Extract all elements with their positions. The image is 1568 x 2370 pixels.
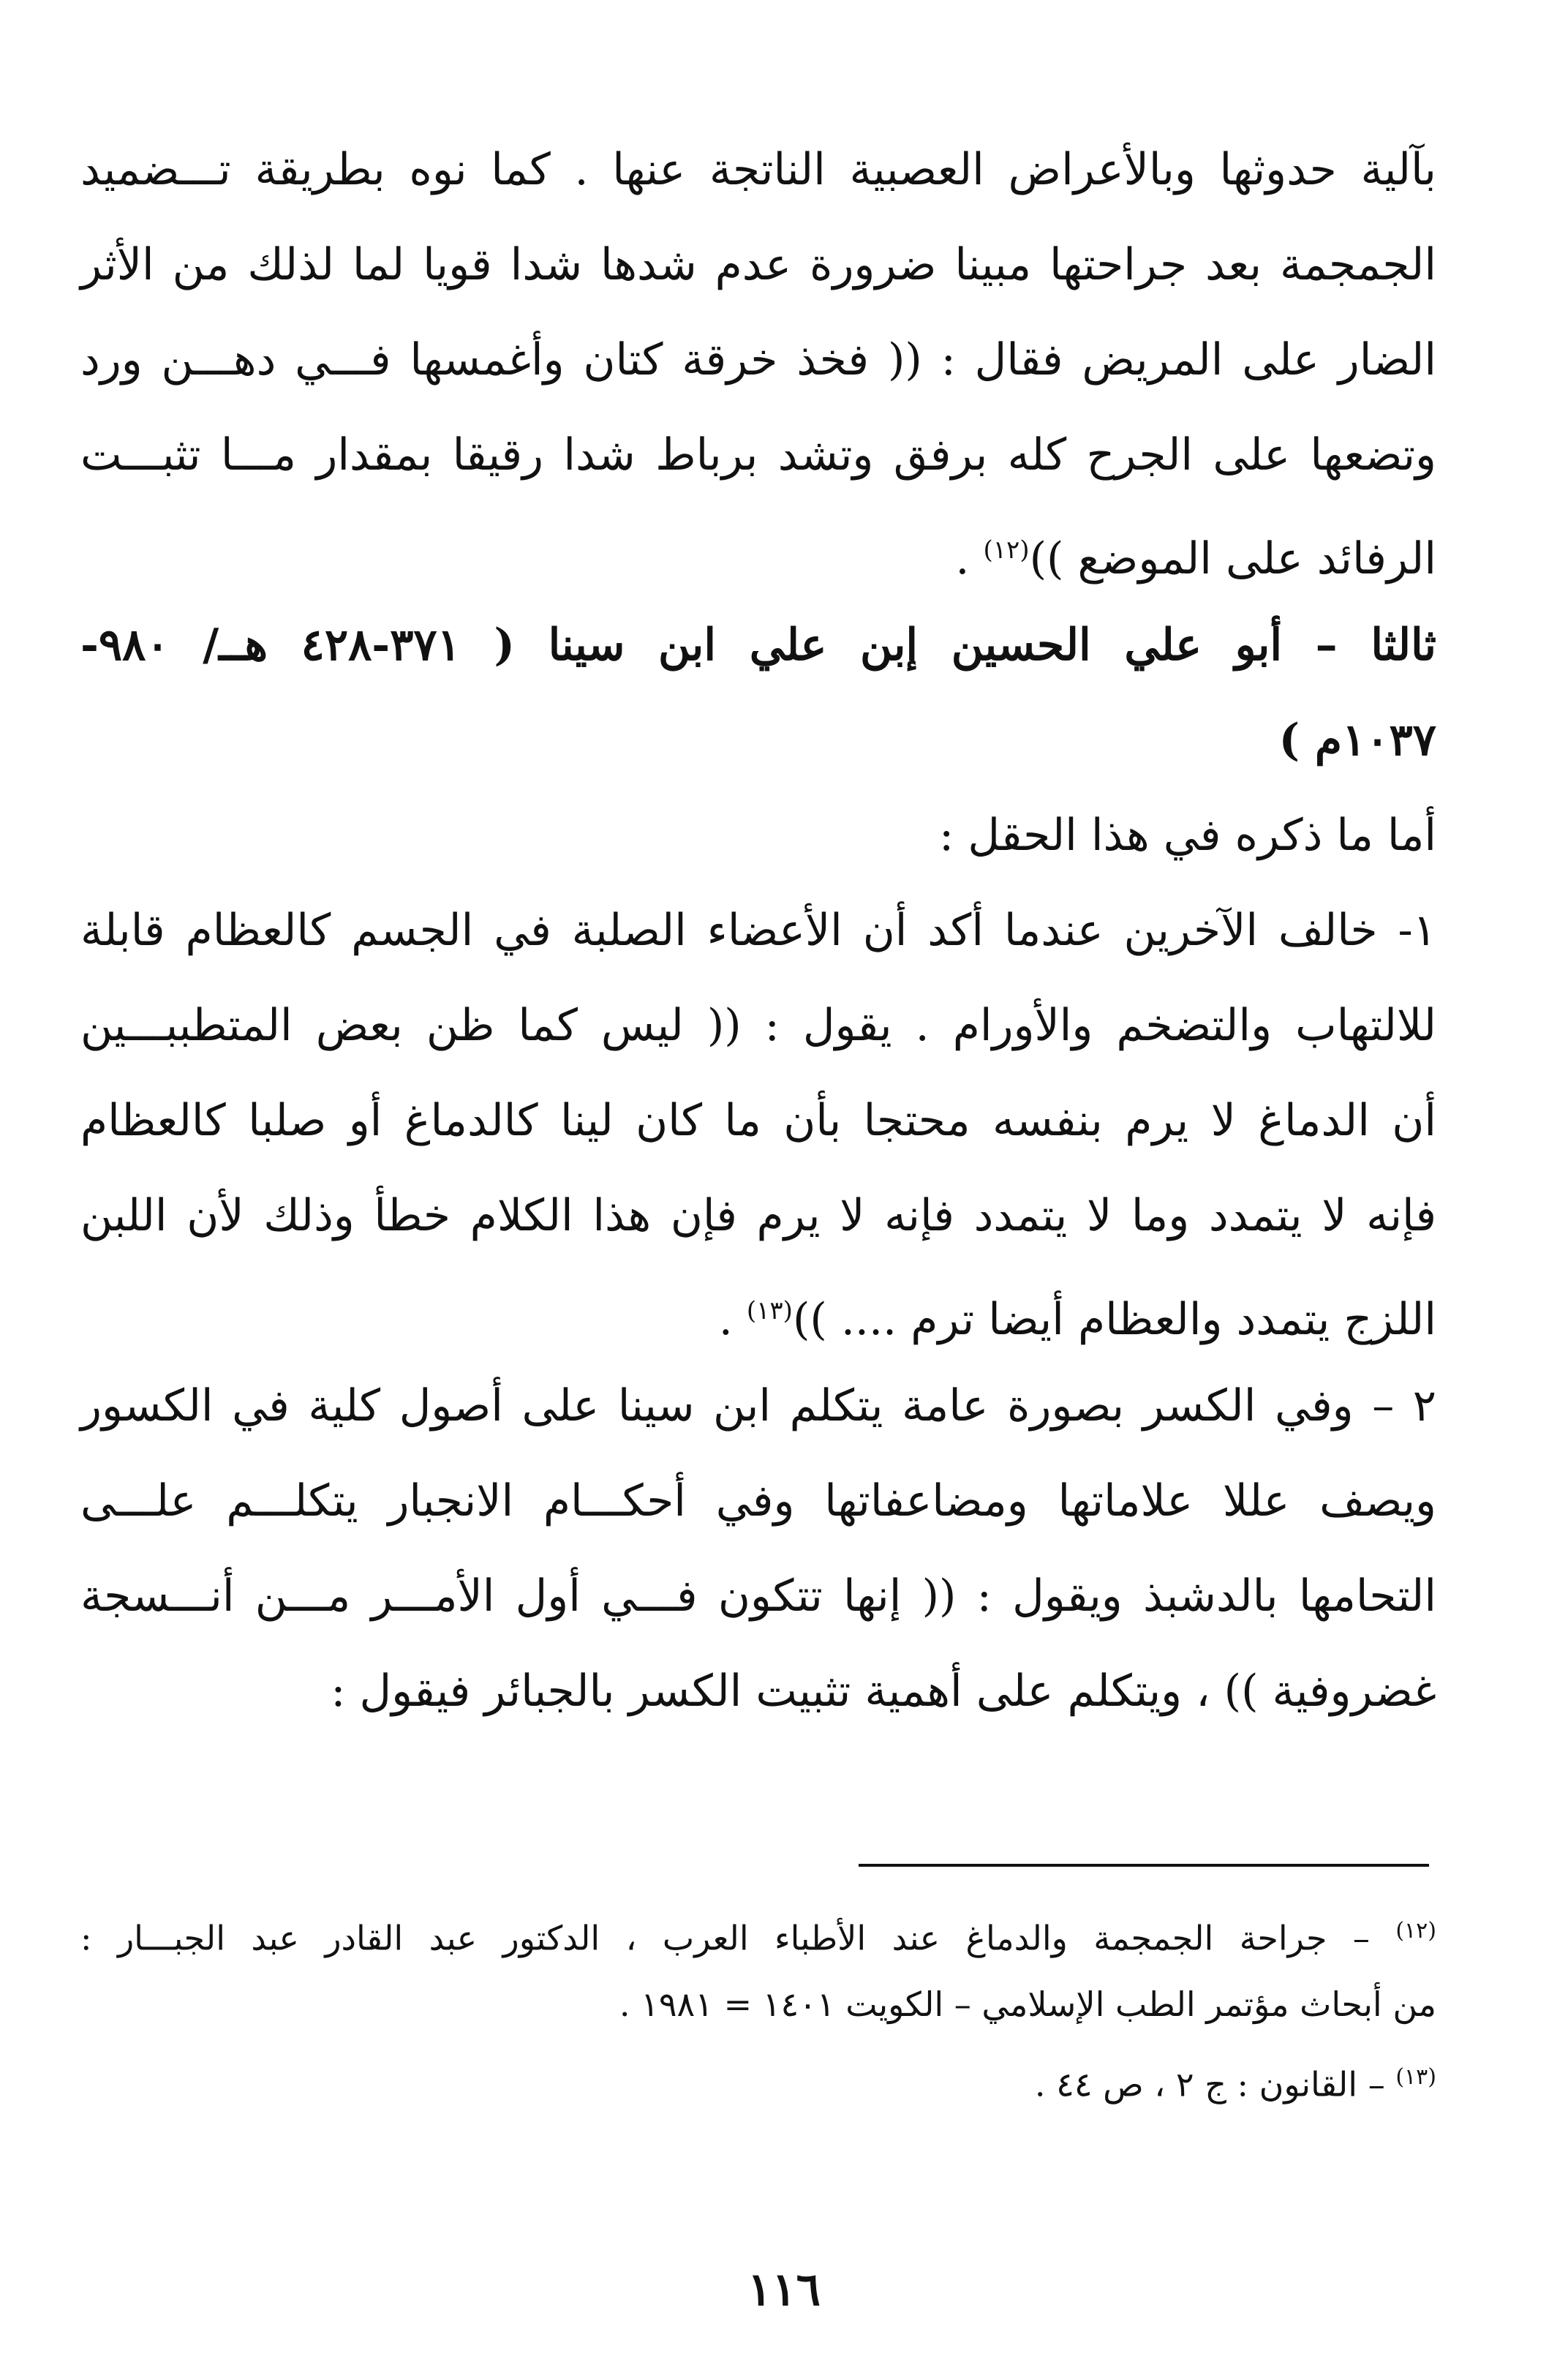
page-number: ١١٦ — [747, 2262, 821, 2316]
footnote-ref-13-tail: . — [718, 1294, 747, 1345]
footnote-12-marker: (١٢) — [1395, 1918, 1436, 1944]
footnote-12-text: – جراحة الجمجمة والدماغ عند الأطباء العرب ، الدكتور عبد القادر عبد الجبـــار : — [80, 1918, 1396, 1958]
body-line-item1-4: فإنه لا يتمدد وما لا يتمدد فإنه لا يرم فإن هذا الكلام خطأ وذلك لأن اللبن — [80, 1190, 1436, 1241]
body-line-item2-2: ويصف عللا علاماتها ومضاعفاتها وفي أحكـــام الانجبار يتكلـــم علـــى — [80, 1475, 1436, 1527]
body-line-item2-4: غضروفية )) ، ويتكلم على أهمية تثبيت الكسر بالجبائر فيقول : — [331, 1666, 1436, 1717]
body-line-1: بآلية حدوثها وبالأعراض العصبية الناتجة عنها . كما نوه بطريقة تـــضميد — [80, 144, 1436, 195]
footnote-13-line-1 — [80, 2048, 1436, 2113]
body-line-item2-3: التحامها بالدشبذ ويقول : (( إنها تتكون فـــي أول الأمـــر مـــن أنـــسجة — [80, 1570, 1436, 1622]
body-line-5 — [955, 514, 1436, 595]
body-line-item2-1: ٢ – وفي الكسر بصورة عامة يتكلم ابن سينا على أصول كلية في الكسور — [80, 1380, 1436, 1432]
footnote-13-text: – القانون : ج ٢ ، ص ٤٤ . — [1034, 2064, 1396, 2104]
section-heading-line-2: ١٠٣٧م ) — [1278, 715, 1436, 766]
footnote-ref-12: (١٢) — [983, 535, 1030, 565]
section-heading-line-1: ثالثا – أبو علي الحسين إبن علي ابن سينا ( ٣٧١-٤٢٨ هــ/ ٩٨٠- — [80, 620, 1436, 671]
body-line-item1-1: ١- خالف الآخرين عندما أكد أن الأعضاء الصلبة في الجسم كالعظام قابلة — [80, 905, 1436, 956]
body-line-3: الضار على المريض فقال : (( فخذ خرقة كتان وأغمسها فـــي دهـــن ورد — [80, 334, 1436, 385]
footnote-12-line-2: من أبحاث مؤتمر الطب الإسلامي – الكويت ١٤٠١ = ١٩٨١ . — [619, 1985, 1436, 2024]
body-line-item1-3: أن الدماغ لا يرم بنفسه محتجا بأن ما كان لينا كالدماغ أو صلبا كالعظام — [80, 1095, 1436, 1146]
body-line-2: الجمجمة بعد جراحتها مبينا ضرورة عدم شدها شدا قويا لما لذلك من الأثر — [80, 239, 1436, 290]
footnote-separator — [859, 1864, 1429, 1867]
footnote-13-marker: (١٣) — [1395, 2064, 1436, 2090]
body-line-item1-5 — [719, 1274, 1436, 1356]
body-line-intro: أما ما ذكره في هذا الحقل : — [939, 810, 1436, 861]
body-line-item1-2: للالتهاب والتضخم والأورام . يقول : (( ليس كما ظن بعض المتطببـــين — [80, 1000, 1436, 1051]
body-line-4: وتضعها على الجرح كله برفق وتشد برباط شدا رقيقا بمقدار مـــا تثبـــت — [80, 429, 1436, 481]
footnote-ref-13: (١٣) — [746, 1296, 793, 1325]
body-line-5-text: الرفائد على الموضع )) — [1029, 533, 1436, 584]
body-line-item1-5-text: اللزج يتمدد والعظام أيضا ترم .... )) — [792, 1294, 1436, 1345]
footnote-ref-12-tail: . — [955, 533, 984, 584]
footnote-12-line-1 — [80, 1902, 1436, 1967]
